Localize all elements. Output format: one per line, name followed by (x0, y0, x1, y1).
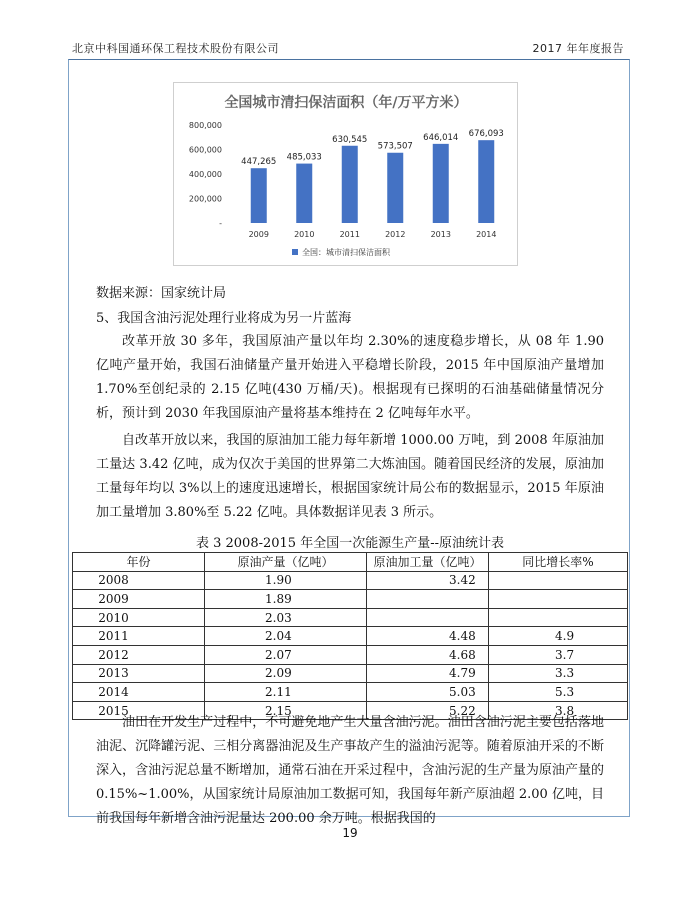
y-tick-label: 400,000 (188, 170, 222, 179)
header-processing: 原油加工量（亿吨） (367, 553, 489, 572)
cell-year: 2014 (73, 683, 205, 702)
header-report-title: 2017 年年度报告 (532, 42, 624, 55)
paragraph-3: 油田在开发生产过程中，不可避免地产生大量含油污泥。油田含油污泥主要包括落地油泥、沉降罐污泥、三相分离器油泥及生产事故产生的溢油污泥等。随着原油开采的不断深入，含油污泥总量不断增加，通常石油在开采过程中，含油污泥的生产量为原油产量的 0.15%~1.00%，从国家统计局原油加工数据可知，我国每年新产原油超 2.00 亿吨，目前我国每年新增含油污泥量达 200.00 余万吨。根据我国的 (96, 715, 604, 826)
data-label: 485,033 (286, 152, 322, 163)
cell-production: 2.07 (205, 645, 367, 664)
cell-production: 1.90 (205, 571, 367, 590)
table-row (73, 608, 628, 627)
cell-growth: 5.3 (489, 683, 628, 702)
cell-year: 2010 (73, 608, 205, 627)
x-tick-label: 2013 (430, 230, 451, 239)
table-row (73, 627, 628, 646)
cell-production: 2.11 (205, 683, 367, 702)
legend-label: 全国：城市清扫保洁面积 (302, 248, 390, 257)
source-note: 数据来源：国家统计局 (96, 286, 227, 301)
y-tick-label: - (219, 219, 222, 228)
x-tick-label: 2011 (339, 230, 360, 239)
chart-container (173, 82, 518, 266)
paragraph-1: 改革开放 30 多年，我国原油产量以年均 2.30%的速度稳步增长，从 08 年 1.90 亿吨产量开始，我国石油储量产量开始进入平稳增长阶段，2015 年中国原油产量增加 1.70%至创纪录的 2.15 亿吨(430 万桶/天)。根据现有已探明的石油基础储量情况分析，预计到 2030 年我国原油产量将基本维持在 2 亿吨每年水平。 (96, 334, 604, 421)
header-production: 原油产量（亿吨） (205, 553, 367, 572)
cell-processing: 4.68 (367, 645, 489, 664)
page-number: 19 (342, 826, 358, 840)
bar-2011 (342, 146, 358, 223)
cell-growth (489, 571, 628, 590)
data-label: 646,014 (423, 132, 459, 143)
cell-year: 2012 (73, 645, 205, 664)
cell-growth: 3.7 (489, 645, 628, 664)
crude-oil-table (72, 552, 628, 720)
cell-processing: 5.22 (367, 701, 489, 720)
data-label: 630,545 (332, 134, 368, 145)
y-tick-label: 800,000 (188, 121, 222, 130)
bar-2014 (478, 140, 494, 223)
cell-year: 2015 (73, 701, 205, 720)
table-row (73, 571, 628, 590)
bar-2012 (387, 153, 403, 223)
cell-production: 2.04 (205, 627, 367, 646)
cell-processing: 4.79 (367, 664, 489, 683)
table-row (73, 590, 628, 609)
data-label: 447,265 (241, 157, 277, 168)
table-row (73, 683, 628, 702)
x-tick-label: 2012 (385, 230, 406, 239)
cell-processing (367, 590, 489, 609)
bar-2013 (433, 144, 449, 223)
cell-growth: 3.8 (489, 701, 628, 720)
x-tick-label: 2014 (476, 230, 497, 239)
bar-2009 (251, 168, 267, 223)
table-caption: 表 3 2008-2015 年全国一次能源生产量--原油统计表 (195, 536, 504, 551)
cell-year: 2013 (73, 664, 205, 683)
cell-processing (367, 608, 489, 627)
section-heading: 5、我国含油污泥处理行业将成为另一片蓝海 (96, 311, 352, 326)
cell-growth (489, 608, 628, 627)
header-company: 北京中科国通环保工程技术股份有限公司 (72, 42, 279, 55)
paragraph-2: 自改革开放以来，我国的原油加工能力每年新增 1000.00 万吨，到 2008 年原油加工量达 3.42 亿吨，成为仅次于美国的世界第二大炼油国。随着国民经济的发展，原油加工量每年均以 3%以上的速度迅速增长，根据国家统计局公布的数据显示，2015 年原油加工量增加 3.80%至 5.22 亿吨。具体数据详见表 3 所示。 (96, 433, 604, 520)
x-tick-label: 2009 (248, 230, 269, 239)
header-growth: 同比增长率% (489, 553, 628, 572)
cell-production: 2.03 (205, 608, 367, 627)
table-row (73, 664, 628, 683)
cell-production: 1.89 (205, 590, 367, 609)
cell-production: 2.15 (205, 701, 367, 720)
cell-processing: 4.48 (367, 627, 489, 646)
bar-2010 (296, 164, 312, 223)
cell-year: 2009 (73, 590, 205, 609)
y-tick-label: 600,000 (188, 145, 222, 155)
y-tick-label: 200,000 (188, 194, 222, 204)
table-row (73, 645, 628, 664)
cell-production: 2.09 (205, 664, 367, 683)
chart-title: 全国城市清扫保洁面积（年/万平方米） (224, 95, 468, 111)
cell-growth: 3.3 (489, 664, 628, 683)
cell-growth: 4.9 (489, 627, 628, 646)
cell-processing: 3.42 (367, 571, 489, 590)
data-label: 573,507 (377, 141, 413, 152)
header-year: 年份 (73, 553, 205, 572)
cell-growth (489, 590, 628, 609)
legend-swatch (292, 249, 298, 255)
cell-year: 2008 (73, 571, 205, 590)
data-label: 676,093 (468, 129, 504, 140)
cell-processing: 5.03 (367, 683, 489, 702)
table-header-row (73, 553, 628, 572)
bar-chart (174, 83, 519, 267)
x-tick-label: 2010 (294, 230, 315, 239)
cell-year: 2011 (73, 627, 205, 646)
